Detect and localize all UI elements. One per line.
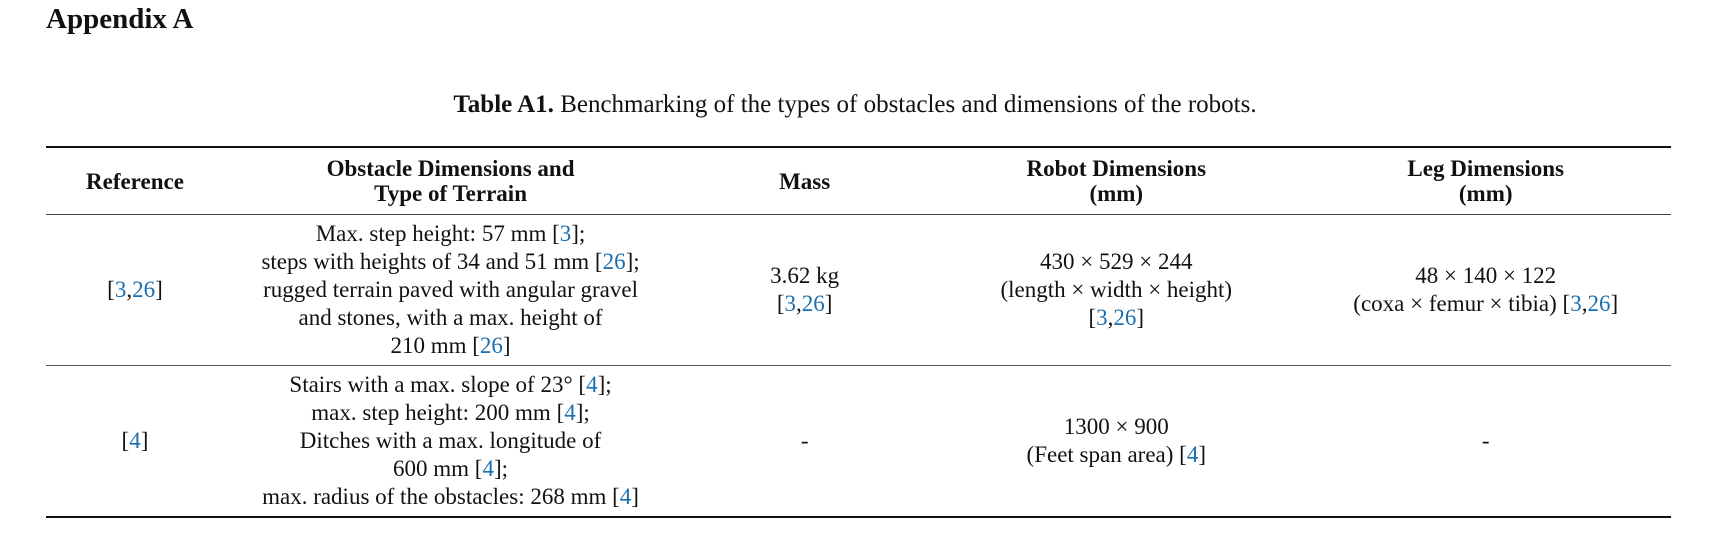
cell-text: 48 × 140 × 122 [1415,263,1557,288]
cell-line [234,248,667,276]
cell-text: - [1481,428,1490,453]
cell-text: rugged terrain paved with angular gravel [263,277,638,302]
cell-text: ] [824,291,833,316]
header-obstacle [224,147,677,215]
cell-text: [ [121,428,130,453]
citation-link[interactable]: 4 [564,400,576,425]
cell-line [234,483,667,511]
cell-text: Max. step height: 57 mm [ [315,221,560,246]
citation-link[interactable]: 26 [132,277,156,302]
cell-text: 210 mm [ [390,333,480,358]
cell-text: - [800,428,809,453]
citation-link[interactable]: 26 [1113,305,1137,330]
cell-text: ]; [575,400,590,425]
cell-line [1310,262,1661,290]
cell-text: , [1107,305,1114,330]
citation-link[interactable]: 3 [784,291,797,316]
cell-line [942,276,1290,304]
caption-label: Table A1. [453,91,554,118]
cell-line [234,455,667,483]
cell-text: ]; [571,221,586,246]
header-line: (mm) [1458,181,1513,206]
cell-mass [677,366,932,518]
cell-line [687,290,922,318]
cell-line [942,304,1290,332]
citation-link[interactable]: 3 [1570,291,1582,316]
cell-mass [677,215,932,366]
cell-text: [ [1088,305,1097,330]
cell-line [1310,290,1661,318]
header-reference [46,147,224,215]
citation-link[interactable]: 4 [1186,442,1199,467]
header-robot-dimensions [932,147,1300,215]
header-leg-dimensions [1300,147,1671,215]
cell-text: ] [631,484,639,509]
cell-line [234,371,667,399]
cell-text: 1300 × 900 [1063,414,1169,439]
cell-line [234,304,667,332]
citation-link[interactable]: 26 [602,249,626,274]
citation-link[interactable]: 3 [559,221,572,246]
cell-text: max. radius of the obstacles: 268 mm [ [262,484,620,509]
cell-reference [46,366,224,518]
table-header-row [46,147,1671,215]
cell-text: max. step height: 200 mm [ [311,400,565,425]
citation-link[interactable]: 26 [801,291,825,316]
cell-text: , [126,277,133,302]
table-caption [0,90,1710,120]
citation-link[interactable]: 26 [479,333,503,358]
cell-obstacle [224,215,677,366]
cell-text: [ [107,277,115,302]
cell-line [56,276,214,304]
cell-text: ]; [493,456,509,481]
caption-text: Benchmarking of the types of obstacles and dimensions of the robots. [560,91,1257,118]
cell-text: ] [155,277,163,302]
cell-robot-dimensions [932,215,1300,366]
cell-text: , [796,291,802,316]
cell-line [234,220,667,248]
header-line: Type of Terrain [374,181,527,206]
header-line: Leg Dimensions [1407,156,1564,181]
cell-text: 600 mm [ [393,456,483,481]
cell-text: , [1581,291,1588,316]
header-line: Obstacle Dimensions and [326,156,575,181]
cell-line [1310,427,1661,455]
cell-line [942,248,1290,276]
citation-link[interactable]: 3 [114,277,127,302]
cell-text: ]; [597,372,612,397]
citation-link[interactable]: 4 [619,484,632,509]
cell-line [234,276,667,304]
header-line: Robot Dimensions [1026,156,1207,181]
cell-obstacle [224,366,677,518]
cell-text: (coxa × femur × tibia) [ [1353,291,1571,316]
cell-text: steps with heights of 34 and 51 mm [ [261,249,603,274]
cell-text: ] [502,333,511,358]
cell-text: [ [776,291,785,316]
cell-text: ] [1136,305,1145,330]
cell-leg-dimensions [1300,366,1671,518]
cell-text: ] [1610,291,1619,316]
cell-line [687,262,922,290]
cell-robot-dimensions [932,366,1300,518]
citation-link[interactable]: 4 [129,428,141,453]
cell-line [234,332,667,360]
cell-line [942,413,1290,441]
cell-line [56,427,214,455]
citation-link[interactable]: 26 [1587,291,1611,316]
benchmark-table [46,146,1671,518]
cell-text: (length × width × height) [1000,277,1233,302]
table-row [46,366,1671,518]
cell-text: Ditches with a max. longitude of [299,428,602,453]
cell-line [687,427,922,455]
cell-line [234,427,667,455]
cell-text: 3.62 kg [770,263,840,288]
cell-text: and stones, with a max. height of [298,305,603,330]
header-line: Reference [86,168,184,194]
table-row [46,215,1671,366]
cell-text: ]; [625,249,640,274]
header-mass [677,147,932,215]
cell-text: (Feet span area) [ [1026,442,1187,467]
citation-link[interactable]: 4 [482,456,494,481]
cell-line [942,441,1290,469]
cell-text: Stairs with a max. slope of 23° [ [289,372,587,397]
cell-text: ] [140,428,149,453]
appendix-title: Appendix A [46,3,194,35]
header-line: (mm) [1089,181,1144,206]
cell-reference [46,215,224,366]
cell-text: ] [1198,442,1206,467]
cell-line [234,399,667,427]
header-line: Mass [779,168,831,194]
citation-link[interactable]: 3 [1096,305,1108,330]
cell-text: 430 × 529 × 244 [1040,249,1193,274]
citation-link[interactable]: 4 [586,372,598,397]
cell-leg-dimensions [1300,215,1671,366]
